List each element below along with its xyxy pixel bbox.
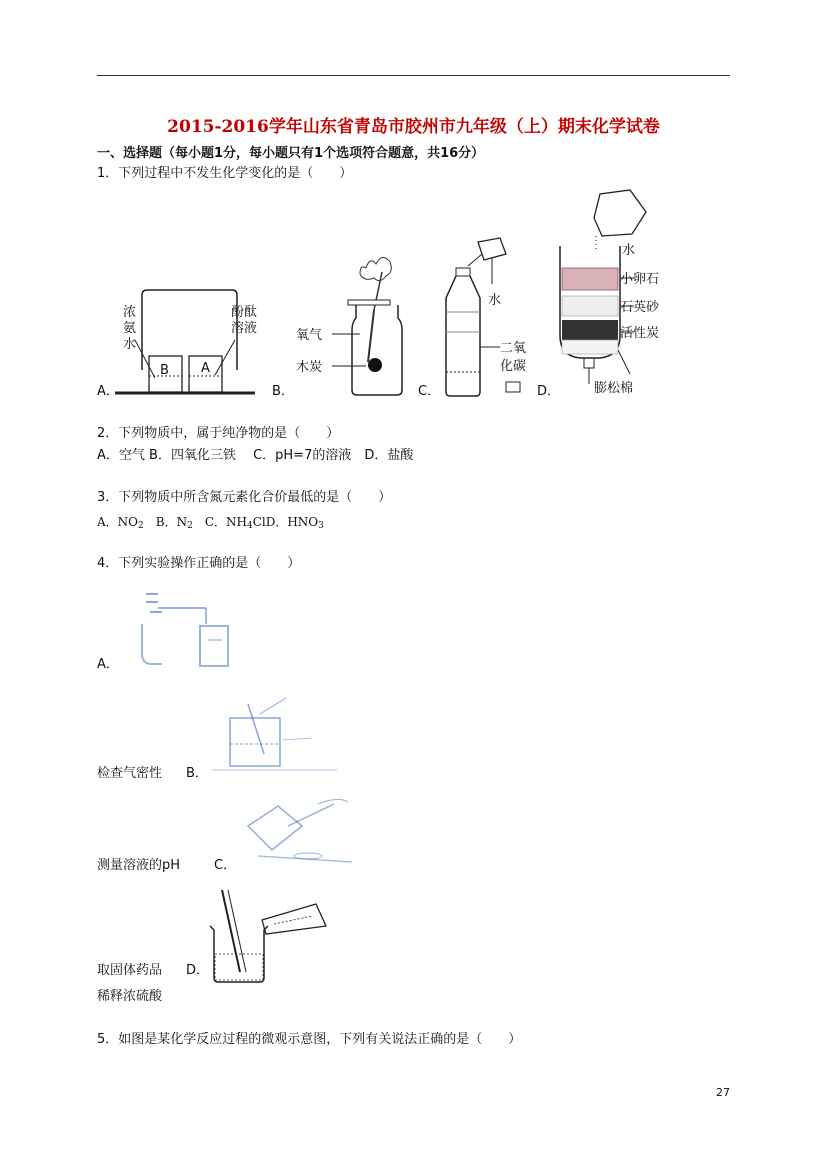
fig-b-charcoal-label: 木炭 — [296, 360, 323, 375]
question-5-stem: 5．如图是某化学反应过程的微观示意图，下列有关说法正确的是（ ） — [97, 1032, 522, 1047]
fig-a-beaker-a-label: A — [201, 361, 210, 376]
fig-c-co2-label-1: 二氧 — [500, 341, 527, 356]
fig-d-pebble-label: 小卵石 — [620, 272, 660, 287]
fig-d-cotton-label: 膨松棉 — [594, 381, 634, 396]
q3-sub-b: 2 — [187, 521, 193, 531]
q3-sub-c: 4 — [246, 521, 253, 531]
q1-option-d: D． — [537, 384, 561, 399]
page-number: 27 — [716, 1086, 730, 1099]
q3-option-c: C．NH — [192, 515, 247, 529]
q4-figure-a — [128, 584, 238, 674]
fig-d-water-label: 水 — [622, 243, 636, 258]
q3-option-b: B．N — [143, 515, 188, 529]
question-4-stem: 4．下列实验操作正确的是（ ） — [97, 556, 301, 571]
q3-option-c-tail: ClD．HNO — [252, 515, 319, 529]
question-1-stem: 1．下列过程中不发生化学变化的是（ ） — [97, 166, 353, 181]
fig-a-right-label-2: 溶液 — [231, 321, 258, 336]
question-3-options — [97, 514, 324, 534]
fig-a-beaker-b-label: B — [160, 363, 169, 378]
fig-a-left-label-1: 浓 — [123, 305, 137, 320]
q1-figure-b — [290, 250, 410, 400]
fig-a-left-label-2: 氨 — [123, 321, 137, 336]
q4-option-a: A． — [97, 657, 119, 672]
fig-b-oxygen-label: 氧气 — [296, 328, 323, 343]
q1-option-c: C． — [418, 384, 441, 399]
q4-figure-d — [204, 886, 334, 986]
fig-c-water-label: 水 — [488, 293, 502, 308]
q4-option-b: B． — [186, 766, 208, 781]
fig-a-right-label-1: 酚酞 — [231, 305, 258, 320]
q4-option-c: C． — [214, 858, 237, 873]
question-2-options: A．空气 B．四氧化三铁 C．pH=7的溶液 D．盐酸 — [97, 448, 414, 463]
q4-caption-a: 检查气密性 — [97, 766, 163, 781]
fig-a-left-label-3: 水 — [123, 337, 137, 352]
q1-option-a: A． — [97, 384, 119, 399]
fig-c-co2-label-2: 化碳 — [500, 359, 527, 374]
q4-figure-c — [238, 796, 358, 866]
question-2-stem: 2．下列物质中，属于纯净物的是（ ） — [97, 426, 340, 441]
q4-caption-c: 取固体药品 — [97, 963, 163, 978]
q3-option-a: A．NO — [97, 515, 139, 529]
header-rule — [97, 75, 730, 76]
q1-option-b: B． — [272, 384, 294, 399]
q1-figure-c — [438, 232, 538, 402]
q4-caption-b: 测量溶液的pH — [97, 858, 181, 873]
q4-figure-b — [212, 694, 342, 774]
q3-sub-d: 3 — [318, 521, 324, 531]
question-3-stem: 3．下列物质中所含氮元素化合价最低的是（ ） — [97, 490, 392, 505]
exam-title: 2015-2016学年山东省青岛市胶州市九年级（上）期末化学试卷 — [167, 117, 660, 137]
section-heading: 一、选择题（每小题1分，每小题只有1个选项符合题意，共16分） — [97, 146, 485, 161]
q1-figure-a — [105, 280, 265, 400]
fig-d-carbon-label: 活性炭 — [620, 326, 660, 341]
q3-sub-a: 2 — [138, 521, 144, 531]
q4-caption-d: 稀释浓硫酸 — [97, 989, 163, 1004]
q4-option-d: D． — [186, 963, 210, 978]
fig-d-sand-label: 石英砂 — [620, 300, 660, 315]
q1-figure-d — [550, 186, 680, 396]
